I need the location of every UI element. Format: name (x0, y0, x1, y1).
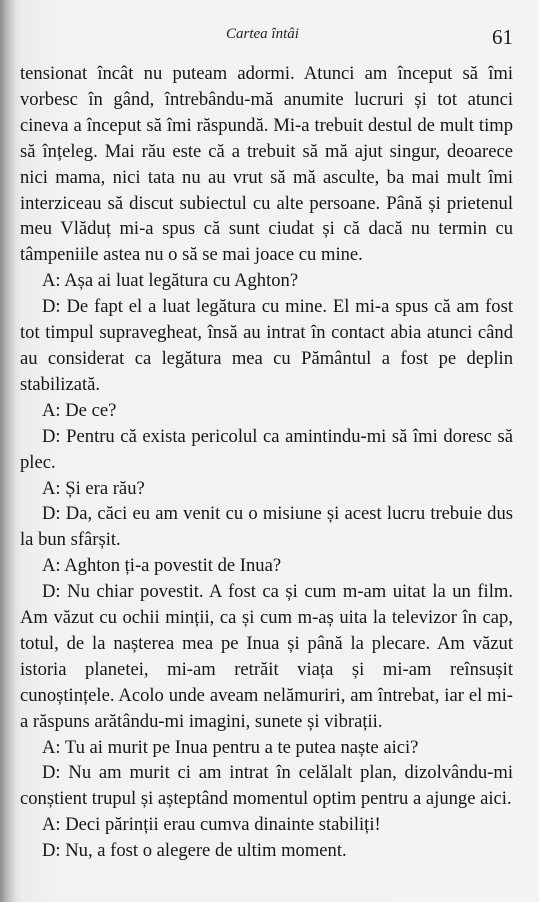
paragraph: tensionat încât nu puteam adormi. Atunci am început să îmi vorbesc în gând, întrebându-mă anumite lucruri și tot atunci cineva a început să îmi răspundă. Mi-a trebuit destul de mult timp să înțeleg. Mai rău este că a trebuit să mă ajut singur, deoarece nici mama, nici tata nu au vrut să mă asculte, ba mai mult îmi interziceau să discut subiectul cu alte persoane. Până și prietenul meu Vlăduț mi-a spus că sunt ciudat și că dacă nu termin cu tâmpeniile astea nu o să se mai joace cu mine. (20, 63, 513, 266)
spine-shadow (0, 0, 16, 902)
paragraph: A: De ce? (42, 399, 117, 421)
body-text (20, 61, 513, 864)
paragraph: D: Nu, a fost o alegere de ultim moment. (42, 840, 347, 862)
running-title: Cartea întâi (226, 26, 299, 42)
paragraph: D: De fapt el a luat legătura cu mine. El mi-a spus că am fost tot timpul supravegheat, însă au intrat în contact abia atunci când au considerat ca legătura mea cu Pământul a fost pe deplin stabilizată. (20, 296, 513, 395)
paragraph: D: Da, căci eu am venit cu o misiune și acest lucru trebuie dus la bun sfârșit. (20, 503, 513, 551)
paragraph: A: Aghton ți-a povestit de Inua? (42, 555, 282, 577)
paragraph: A: Tu ai murit pe Inua pentru a te putea naște aici? (42, 736, 419, 758)
page-number: 61 (492, 25, 513, 49)
paragraph: A: Așa ai luat legătura cu Aghton? (42, 270, 299, 292)
paragraph: A: Și era rău? (42, 477, 145, 499)
paragraph: D: Nu am murit ci am intrat în celălalt plan, dizolvându-mi conștient trupul și așteptând momentul optim pentru a ajunge aici. (20, 762, 513, 810)
paragraph: D: Pentru că exista pericolul ca amintindu-mi să îmi doresc să plec. (20, 425, 513, 473)
paragraph: A: Deci părinții erau cumva dinainte stabiliți! (42, 814, 381, 836)
paragraph: D: Nu chiar povestit. A fost ca și cum m-am uitat la un film. Am văzut cu ochii minții, ca și cum m-aș uita la televizor în cap, totul, de la nașterea mea pe Inua și până la plecare. Am văzut istoria planetei, mi-am retrăit viața și mi-am reînsușit cunoștințele. Acolo unde aveam nelămuriri, am întrebat, iar el mi-a răspuns arătându-mi imagini, sunete și vibrații. (20, 581, 513, 732)
running-header (0, 20, 539, 49)
